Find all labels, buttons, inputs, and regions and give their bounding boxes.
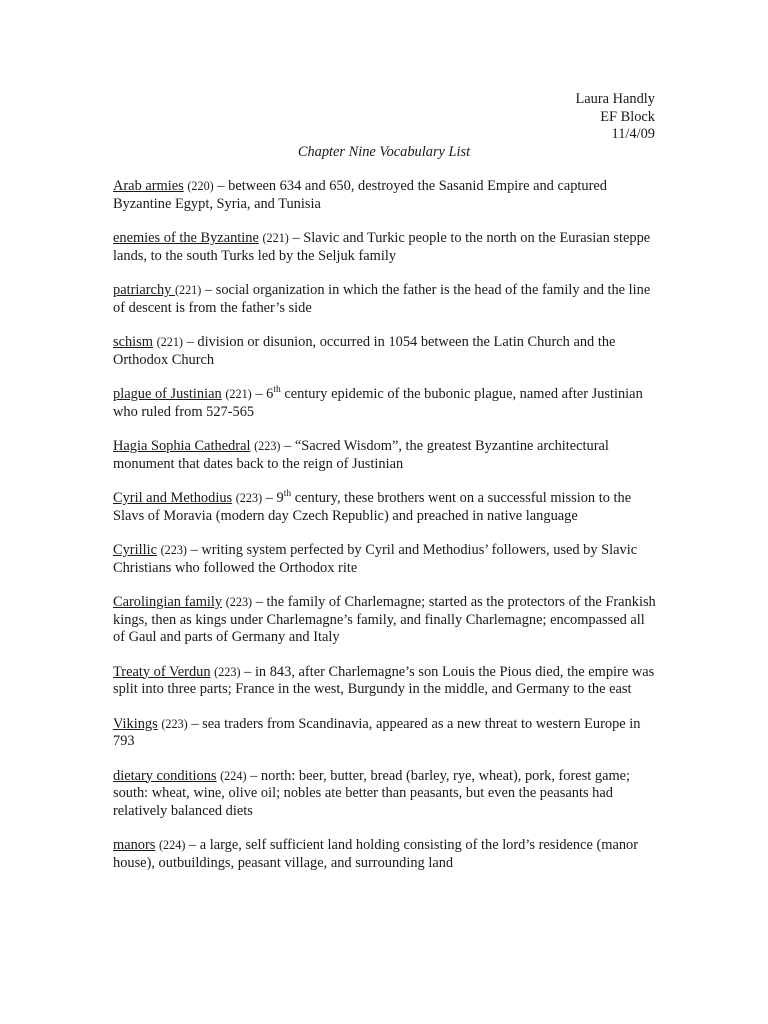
- vocabulary-entry: [113, 768, 658, 821]
- vocabulary-term: schism: [113, 334, 153, 350]
- page-reference: (224): [220, 768, 247, 783]
- vocabulary-term: Treaty of Verdun: [113, 663, 211, 680]
- vocabulary-term: Cyril and Methodius: [113, 490, 233, 506]
- vocabulary-entry: [113, 837, 658, 872]
- definition-text: – 6: [251, 386, 274, 402]
- vocabulary-entry: [113, 386, 658, 421]
- definition-text: – division or disunion, occurred in 1054 between the Latin Church and the Orthodox Church: [113, 334, 616, 368]
- header-block: [575, 91, 655, 144]
- definition-text-continued: century, these brothers went on a successful mission to the Slavs of Moravia (modern day Czech Republic) and preached in native language: [113, 490, 632, 524]
- vocabulary-term: patriarchy: [113, 282, 175, 298]
- vocabulary-term: enemies of the Byzantine: [113, 230, 259, 246]
- vocabulary-entry: [113, 664, 658, 699]
- author-name: Laura Handly: [575, 91, 655, 107]
- document-date: 11/4/09: [611, 126, 655, 142]
- vocabulary-term: plague of Justinian: [113, 386, 222, 402]
- page-reference: (224): [158, 838, 186, 852]
- definition-text: – north: beer, butter, bread (barley, rye, wheat), pork, forest game; south: wheat, wine, olive oil; nobles ate better than peasants, but even the peasants had relatively balanced diets: [113, 767, 631, 819]
- ordinal-suffix: th: [283, 489, 292, 500]
- definition-text: – 9: [262, 490, 284, 506]
- vocabulary-entry: [113, 490, 658, 525]
- definition-text: – “Sacred Wisdom”, the greatest Byzantine architectural monument that dates back to the reign of Justinian: [113, 438, 609, 472]
- definition-text-continued: century epidemic of the bubonic plague, named after Justinian who ruled from 527-565: [113, 386, 643, 420]
- page-reference: (221): [156, 335, 183, 349]
- page-reference: (221): [225, 387, 252, 401]
- vocabulary-entry: [113, 334, 658, 369]
- vocabulary-term: Arab armies: [113, 178, 184, 194]
- page-reference: (223): [160, 543, 187, 557]
- page-title: Chapter Nine Vocabulary List: [297, 144, 471, 160]
- ordinal-suffix: th: [273, 385, 281, 396]
- vocabulary-entry: [113, 438, 658, 473]
- vocabulary-entry: [113, 542, 658, 577]
- vocabulary-entry: [113, 178, 658, 213]
- page-reference: (223): [161, 716, 188, 731]
- vocabulary-entry: [113, 282, 658, 317]
- vocabulary-term: dietary conditions: [113, 767, 217, 784]
- vocabulary-term: Hagia Sophia Cathedral: [113, 438, 251, 454]
- vocabulary-list: [113, 178, 658, 889]
- vocabulary-term: Cyrillic: [113, 542, 157, 558]
- definition-text: – in 843, after Charlemagne’s son Louis the Pious died, the empire was split into three parts; France in the west, Burgundy in the middle, and Germany to the east: [113, 663, 655, 697]
- vocabulary-entry: [113, 716, 658, 751]
- definition-text: – between 634 and 650, destroyed the Sasanid Empire and captured Byzantine Egypt, Syria, and Tunisia: [113, 178, 607, 212]
- page-reference: (221): [174, 283, 202, 297]
- class-block: EF Block: [600, 108, 655, 125]
- page-reference: (221): [262, 231, 289, 245]
- definition-text: – the family of Charlemagne; started as the protectors of the Frankish kings, then as kings under Charlemagne’s family, and finally Charlemagne; encompassed all of Gaul and parts of Germany and Italy: [113, 594, 656, 645]
- page-reference: (220): [187, 179, 214, 193]
- definition-text: – a large, self sufficient land holding consisting of the lord’s residence (manor house), outbuildings, peasant village, and surrounding land: [113, 837, 639, 871]
- definition-text: – Slavic and Turkic people to the north on the Eurasian steppe lands, to the south Turks led by the Seljuk family: [113, 230, 651, 264]
- definition-text: – writing system perfected by Cyril and Methodius’ followers, used by Slavic Christians who followed the Orthodox rite: [113, 542, 638, 576]
- vocabulary-term: Vikings: [113, 715, 158, 732]
- vocabulary-entry: [113, 594, 658, 647]
- page-reference: (223): [225, 595, 253, 609]
- vocabulary-entry: [113, 230, 658, 265]
- definition-text: – social organization in which the father is the head of the family and the line of descent is from the father’s side: [113, 282, 651, 316]
- page-reference: (223): [254, 439, 281, 453]
- definition-text: – sea traders from Scandinavia, appeared as a new threat to western Europe in 793: [113, 715, 641, 749]
- page-reference: (223): [235, 491, 263, 505]
- vocabulary-term: manors: [113, 837, 156, 853]
- vocabulary-term: Carolingian family: [113, 594, 223, 610]
- page-reference: (223): [214, 664, 241, 679]
